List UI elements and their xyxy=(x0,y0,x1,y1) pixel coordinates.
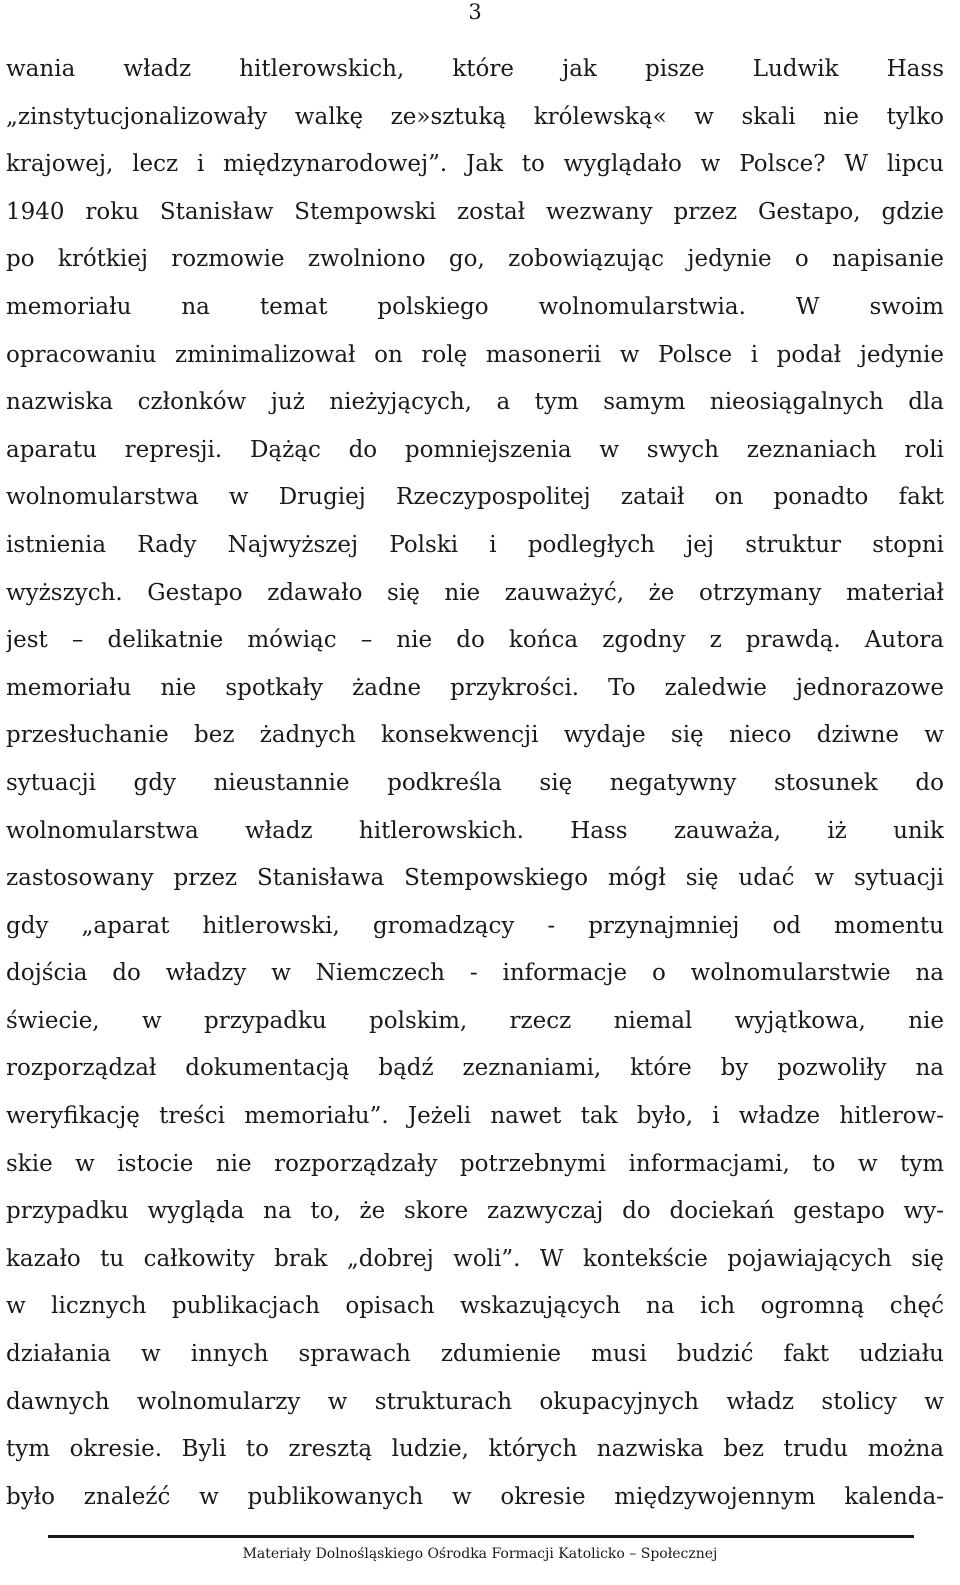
text-line: wania władz hitlerowskich, które jak pisze Ludwik Hass xyxy=(6,56,944,82)
page-footer: Materiały Dolnośląskiego Ośrodka Formacji Katolicko – Społecznej xyxy=(242,1546,718,1562)
text-line: weryfikację treści memoriału”. Jeżeli nawet tak było, i władze hitlerow- xyxy=(6,1103,944,1130)
text-line: po krótkiej rozmowie zwolniono go, zobowiązując jedynie o napisanie xyxy=(6,246,944,273)
text-line: wolnomularstwa w Drugiej Rzeczypospolitej zataił on ponadto fakt xyxy=(6,484,944,511)
text-line: było znaleźć w publikowanych w okresie międzywojennym kalenda- xyxy=(6,1483,944,1510)
text-line: dawnych wolnomularzy w strukturach okupacyjnych władz stolicy w xyxy=(6,1388,944,1415)
text-line: „zinstytucjonalizowały walkę ze»sztuką królewską« w skali nie tylko xyxy=(6,103,944,130)
footer-divider xyxy=(48,1535,914,1538)
text-line: wolnomularstwa władz hitlerowskich. Hass zauważa, iż unik xyxy=(6,817,944,844)
text-line: wyższych. Gestapo zdawało się nie zauważyć, że otrzymany materiał xyxy=(6,579,944,606)
text-line: zastosowany przez Stanisława Stempowskiego mógł się udać w sytuacji xyxy=(6,865,944,892)
text-line: przypadku wygląda na to, że skore zazwyczaj do dociekań gestapo wy- xyxy=(6,1198,944,1225)
text-line: jest – delikatnie mówiąc – nie do końca zgodny z prawdą. Autora xyxy=(6,627,944,654)
text-line: opracowaniu zminimalizował on rolę masonerii w Polsce i podał jedynie xyxy=(6,341,944,368)
text-line: rozporządzał dokumentacją bądź zeznaniami, które by pozwoliły na xyxy=(6,1055,944,1082)
text-line: dojścia do władzy w Niemczech - informacje o wolnomularstwie na xyxy=(6,960,944,987)
text-line: kazało tu całkowity brak „dobrej woli”. W kontekście pojawiających się xyxy=(6,1245,944,1272)
text-line: przesłuchanie bez żadnych konsekwencji wydaje się nieco dziwne w xyxy=(6,722,944,749)
text-line: memoriału na temat polskiego wolnomularstwia. W swoim xyxy=(6,293,944,320)
text-line: 1940 roku Stanisław Stempowski został wezwany przez Gestapo, gdzie xyxy=(6,198,944,225)
text-line: sytuacji gdy nieustannie podkreśla się negatywny stosunek do xyxy=(6,769,944,796)
text-line: gdy „aparat hitlerowski, gromadzący - przynajmniej od momentu xyxy=(6,912,944,939)
text-line: aparatu represji. Dążąc do pomniejszenia w swych zeznaniach roli xyxy=(6,436,944,463)
text-line: tym okresie. Byli to zresztą ludzie, których nazwiska bez trudu można xyxy=(6,1436,944,1463)
page-number: 3 xyxy=(468,0,482,24)
text-line: działania w innych sprawach zdumienie musi budzić fakt udziału xyxy=(6,1341,944,1368)
text-line: nazwiska członków już nieżyjących, a tym samym nieosiągalnych dla xyxy=(6,389,944,416)
text-line: memoriału nie spotkały żadne przykrości. To zaledwie jednorazowe xyxy=(6,674,944,701)
body-text xyxy=(6,46,944,1521)
text-line: w licznych publikacjach opisach wskazujących na ich ogromną chęć xyxy=(6,1293,944,1320)
text-line: krajowej, lecz i międzynarodowej”. Jak to wyglądało w Polsce? W lipcu xyxy=(6,151,944,178)
text-line: świecie, w przypadku polskim, rzecz niemal wyjątkowa, nie xyxy=(6,1007,944,1034)
text-line: skie w istocie nie rozporządzały potrzebnymi informacjami, to w tym xyxy=(6,1150,944,1177)
text-line: istnienia Rady Najwyższej Polski i podległych jej struktur stopni xyxy=(6,531,944,558)
